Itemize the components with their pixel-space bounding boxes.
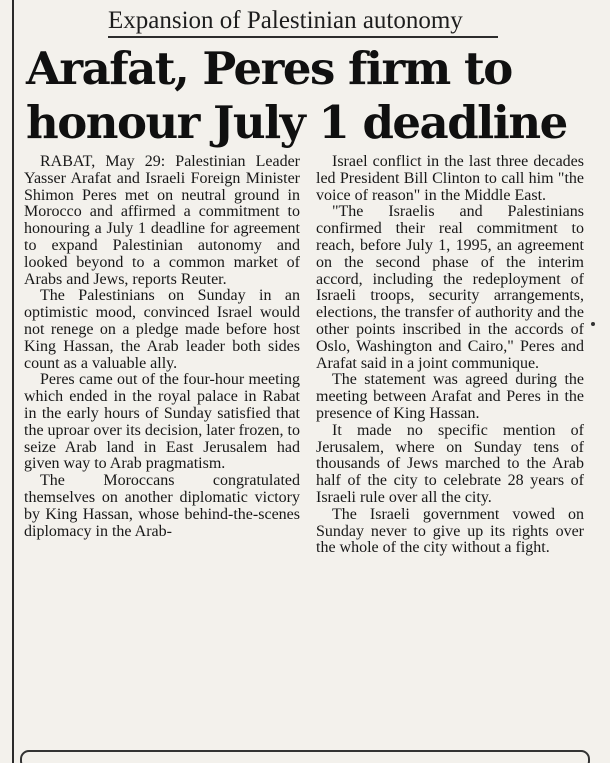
paragraph: Peres came out of the four-hour meeting which ended in the royal palace in Rabat in the early hours of Sunday satisfied that the uproar over its decision, later frozen, to seize Arab land in East Jerusalem had given way to Arab pragmatism.	[24, 371, 300, 473]
article-left-column	[24, 154, 300, 540]
paragraph: The Israeli government vowed on Sunday never to give up its rights over the whole of the city without a fight.	[316, 505, 584, 557]
column-rule	[12, 0, 14, 763]
kicker-underline	[108, 36, 498, 38]
paragraph: RABAT, May 29: Palestinian Leader Yasser Arafat and Israeli Foreign Minister Shimon Peres met on neutral ground in Morocco and affirmed a commitment to honouring a July 1 deadline for agreement to expand Palestinian autonomy and looked beyond to a common market of Arabs and Jews, reports Reuter.	[24, 153, 300, 288]
paragraph: Israel conflict in the last three decades led President Bill Clinton to call him "the voice of reason" in the Middle East.	[316, 153, 584, 204]
headline-line-2: honour July 1 deadline	[26, 96, 567, 149]
article-right-column	[316, 154, 584, 557]
paragraph: The Palestinians on Sunday in an optimistic mood, convinced Israel would not renege on a pledge made before host King Hassan, the Arab leader both sides count as a valuable ally.	[24, 287, 300, 372]
paragraph: The Moroccans congratulated themselves on another diplomatic victory by King Hassan, whose behind-the-scenes diplomacy in the Arab-	[24, 472, 300, 540]
paragraph: "The Israelis and Palestinians confirmed their real commitment to reach, before July 1, 1995, an agreement on the second phase of the interim accord, including the redeployment of Israeli troops, security arrangements, elections, the transfer of authority and the other points inscribed in the accords of Oslo, Washington and Cairo," Peres and Arafat said in a joint communique.	[316, 203, 584, 372]
kicker: Expansion of Palestinian autonomy	[108, 7, 463, 34]
side-mark	[591, 322, 595, 326]
bottom-frame	[20, 750, 590, 763]
headline-line-1: Arafat, Peres firm to	[26, 42, 512, 95]
paragraph: The statement was agreed during the meeting between Arafat and Peres in the presence of King Hassan.	[316, 371, 584, 422]
paragraph: It made no specific mention of Jerusalem, where on Sunday tens of thousands of Jews marched to the Arab half of the city to celebrate 28 years of Israeli rule over all the city.	[316, 421, 584, 506]
